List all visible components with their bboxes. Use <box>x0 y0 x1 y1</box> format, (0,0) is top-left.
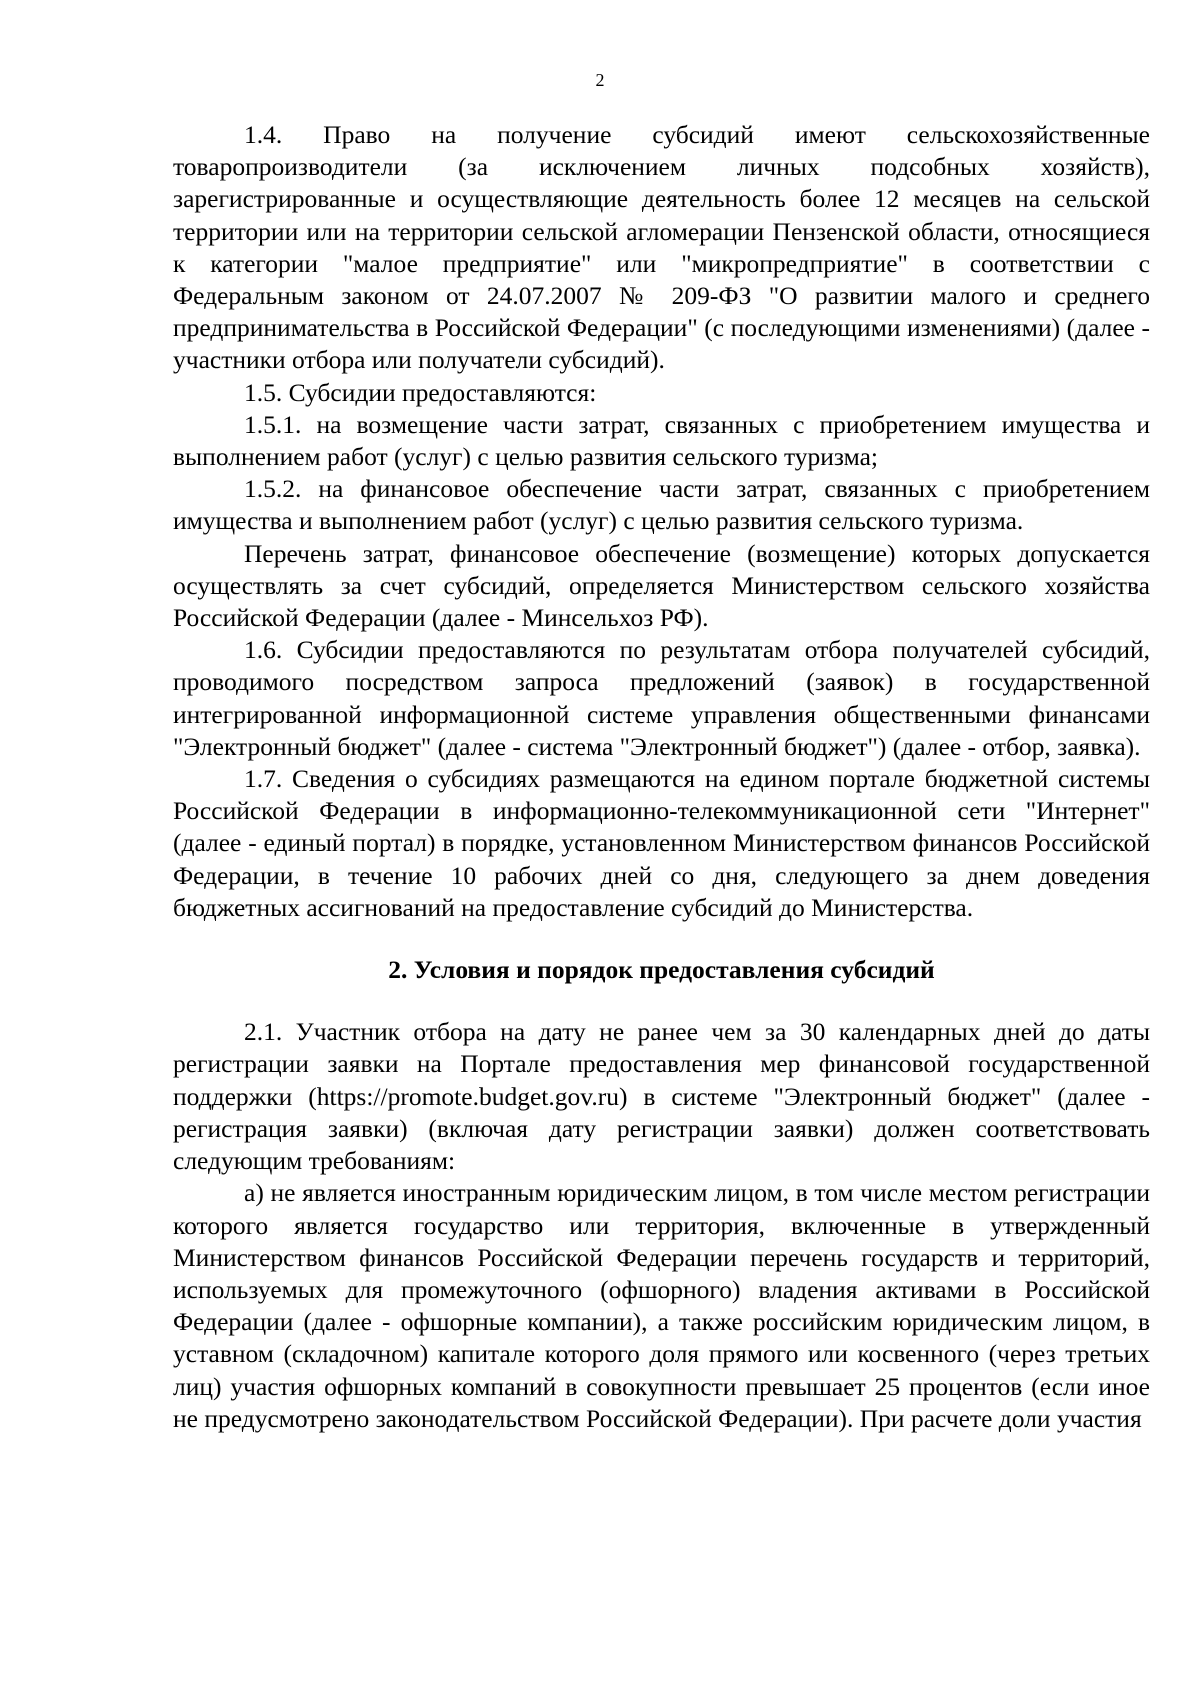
paragraph-cost-list: Перечень затрат, финансовое обеспечение (возмещение) которых допускается осуществлять за счет субсидий, определяется Министерством сельского хозяйства Российской Федерации (далее - Минсельхоз РФ). <box>173 538 1150 633</box>
section-heading: 2. Условия и порядок предоставления субсидий <box>388 955 935 985</box>
paragraph-2-1-a: а) не является иностранным юридическим лицом, в том числе местом регистрации которого является государство или территория, включенные в утвержденный Министерством финансов Российской Федерации перечень государств и территорий, используемых для промежуточного (офшорного) владения активами в Российской Федерации (далее - офшорные компании), а также российским юридическим лицом, в уставном (складочном) капитале которого доля прямого или косвенного (через третьих лиц) участия офшорных компаний в совокупности превышает 25 процентов (если иное не предусмотрено законодательством Российской Федерации). При расчете доли участия <box>173 1178 1150 1433</box>
document-body <box>173 119 1150 1435</box>
paragraph-1-5-2: 1.5.2. на финансовое обеспечение части затрат, связанных с приобретением имущества и выполнением работ (услуг) с целью развития сельского туризма. <box>173 474 1150 536</box>
paragraph-1-6: 1.6. Субсидии предоставляются по результатам отбора получателей субсидий, проводимого посредством запроса предложений (заявок) в государственной интегрированной информационной системе управления общественными финансами "Электронный бюджет" (далее - система "Электронный бюджет") (далее - отбор, заявка). <box>173 635 1150 761</box>
page-number: 2 <box>595 70 605 90</box>
paragraph-1-4: 1.4. Право на получение субсидий имеют сельскохозяйственные товаропроизводители (за исключением личных подсобных хозяйств), зарегистрированные и осуществляющие деятельность более 12 месяцев на сельской территории или на территории сельской агломерации Пензенской области, относящиеся к категории "малое предприятие" или "микропредприятие" в соответствии с Федеральным законом от 24.07.2007 № 209-ФЗ "О развитии малого и среднего предпринимательства в Российской Федерации" (с последующими изменениями) (далее - участники отбора или получатели субсидий). <box>173 120 1150 375</box>
paragraph-1-5-1: 1.5.1. на возмещение части затрат, связанных с приобретением имущества и выполнением работ (услуг) с целью развития сельского туризма; <box>173 409 1150 472</box>
paragraph-1-7: 1.7. Сведения о субсидиях размещаются на едином портале бюджетной системы Российской Федерации в информационно-телекоммуникационной сети "Интернет" (далее - единый портал) в порядке, установленном Министерством финансов Российской Федерации, в течение 10 рабочих дней со дня, следующего за днем доведения бюджетных ассигнований на предоставление субсидий до Министерства. <box>173 764 1150 922</box>
paragraph-1-5: 1.5. Субсидии предоставляются: <box>244 377 597 407</box>
paragraph-2-1: 2.1. Участник отбора на дату не ранее чем за 30 календарных дней до даты регистрации заявки на Портале предоставления мер финансовой государственной поддержки (https://promote.budget.gov.ru) в системе "Электронный бюджет" (далее - регистрация заявки) (включая дату регистрации заявки) должен соответствовать следующим требованиям: <box>173 1017 1150 1176</box>
